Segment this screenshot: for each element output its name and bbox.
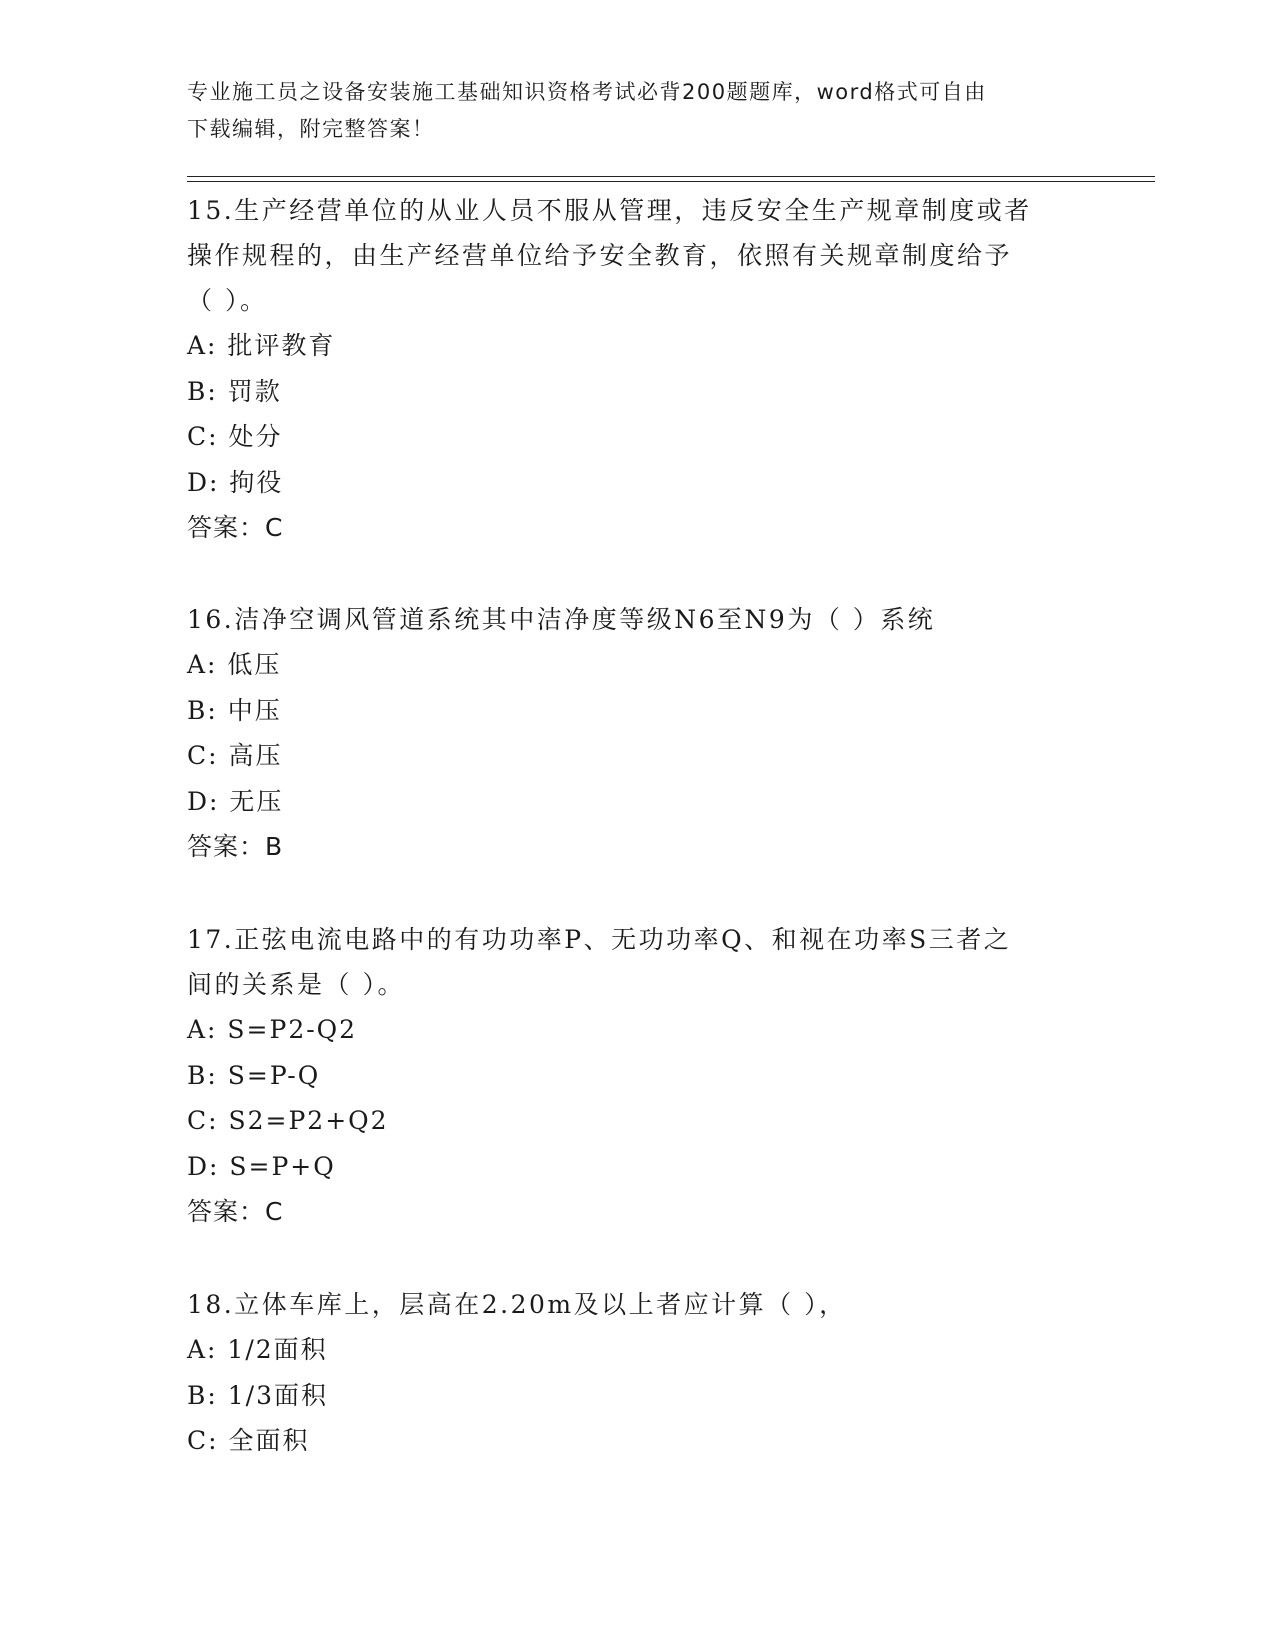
question-17 <box>187 917 1077 1235</box>
option-b: B: S=P-Q <box>187 1060 321 1090</box>
question-15 <box>187 188 1077 551</box>
answer: 答案：B <box>187 832 284 861</box>
option-d: D: 拘役 <box>187 467 284 497</box>
option-b: B: 罚款 <box>187 376 282 406</box>
answer: 答案：C <box>187 513 284 542</box>
header-divider-bottom <box>187 181 1155 182</box>
option-a: A: 批评教育 <box>187 331 336 360</box>
header-divider-top <box>187 176 1155 177</box>
option-a: A: S=P2-Q2 <box>187 1015 358 1044</box>
document-header <box>187 74 1067 148</box>
option-a: A: 低压 <box>187 650 282 679</box>
question-stem-line: 17.正弦电流电路中的有功功率P、无功功率Q、和视在功率S三者之 <box>187 925 1012 954</box>
header-line-1: 专业施工员之设备安装施工基础知识资格考试必背200题题库，word格式可自由 <box>187 80 987 104</box>
question-stem-line: 16.洁净空调风管道系统其中洁净度等级N6至N9为（ ）系统 <box>187 605 936 634</box>
option-c: C: 处分 <box>187 422 283 451</box>
option-c: C: 全面积 <box>187 1426 310 1455</box>
option-a: A: 1/2面积 <box>187 1335 328 1364</box>
option-b: B: 中压 <box>187 695 282 725</box>
question-18 <box>187 1282 1077 1464</box>
question-stem-line: （ ）。 <box>187 286 268 315</box>
option-d: D: S=P+Q <box>187 1151 336 1181</box>
question-stem-line: 18.立体车库上，层高在2.20m及以上者应计算（ ）， <box>187 1290 847 1319</box>
question-stem-line: 间的关系是（ ）。 <box>187 970 405 999</box>
option-c: C: 高压 <box>187 741 283 770</box>
question-stem-line: 15.生产经营单位的从业人员不服从管理，违反安全生产规章制度或者 <box>187 196 1032 225</box>
question-stem-line: 操作规程的，由生产经营单位给予安全教育，依照有关规章制度给予 <box>187 241 1013 270</box>
answer: 答案：C <box>187 1197 284 1226</box>
header-line-2: 下载编辑，附完整答案！ <box>187 117 435 141</box>
question-16 <box>187 597 1077 870</box>
option-b: B: 1/3面积 <box>187 1380 328 1410</box>
option-d: D: 无压 <box>187 786 284 816</box>
option-c: C: S2=P2+Q2 <box>187 1106 389 1135</box>
